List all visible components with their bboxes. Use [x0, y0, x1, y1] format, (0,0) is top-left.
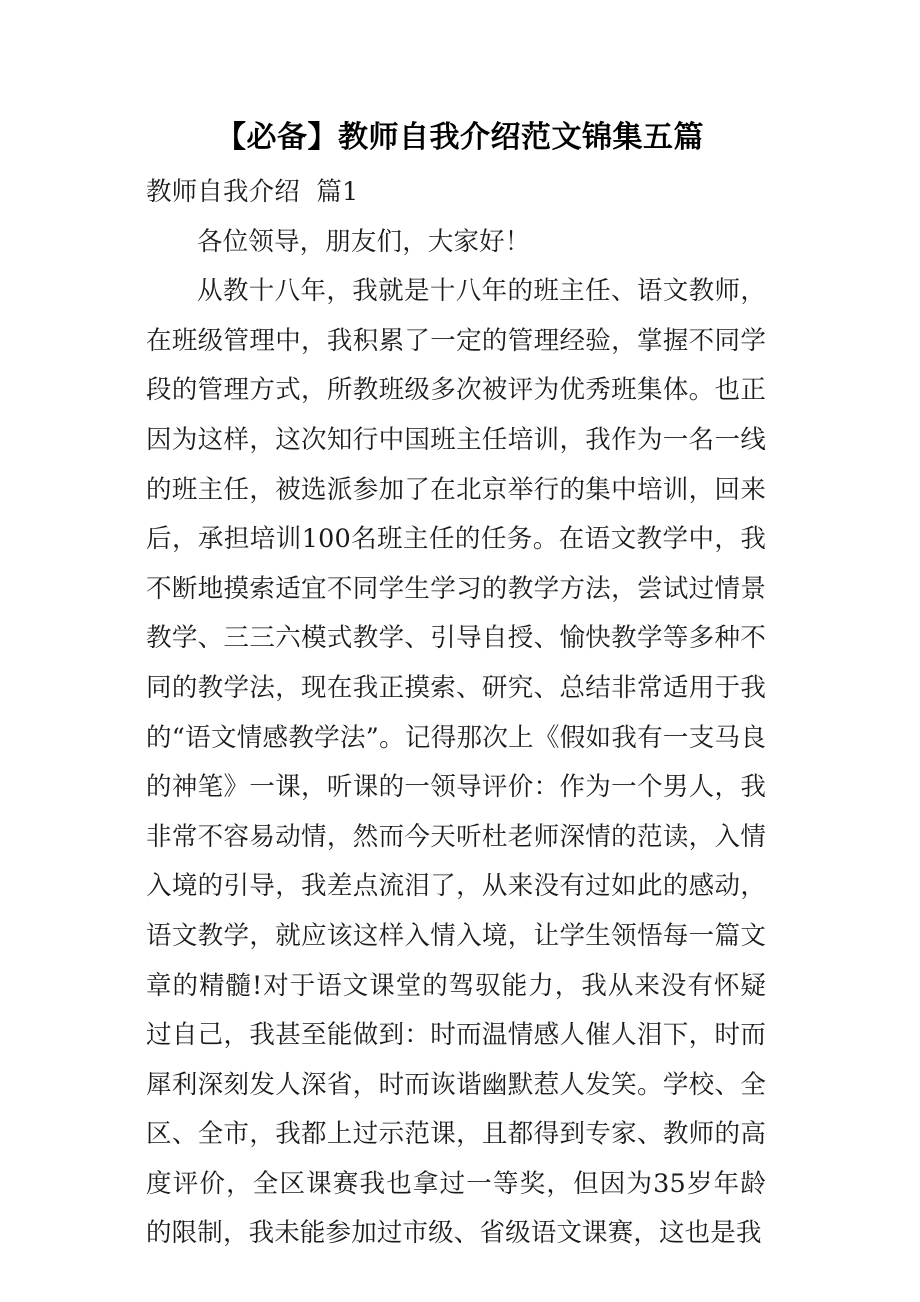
- page-title: 【必备】教师自我介绍范文锦集五篇: [216, 120, 704, 156]
- section-label: 教师自我介绍 篇1: [146, 177, 359, 207]
- document-body: [146, 168, 766, 1259]
- paragraph-greeting: 各位领导，朋友们，大家好！: [197, 226, 531, 257]
- paragraph-main: 从教十八年，我就是十八年的班主任、语文教师，在班级管理中，我积累了一定的管理经验，掌握不同学段的管理方式，所教班级多次被评为优秀班集体。也正因为这样，这次知行中国班主任培训，我作为一名一线的班主任，被选派参加了在北京举行的集中培训，回来后，承担培训100名班主任的任务。在语文教学中，我不断地摸索适宜不同学生学习的教学方法，尝试过情景教学、三三六模式教学、引导自授、愉快教学等多种不同的教学法，现在我正摸索、研究、总结非常适用于我的“语文情感教学法”。记得那次上《假如我有一支马良的神笔》一课，听课的一领导评价：作为一个男人，我非常不容易动情，然而今天听杜老师深情的范读，入情入境的引导，我差点流泪了，从来没有过如此的感动，语文教学，就应该这样入情入境，让学生领悟每一篇文章的精髓!对于语文课堂的驾驭能力，我从来没有怀疑过自己，我甚至能做到：时而温情感人催人泪下，时而犀利深刻发人深省，时而诙谐幽默惹人发笑。学校、全区、全市，我都上过示范课，且都得到专家、教师的高度评价，全区课赛我也拿过一等奖，但因为35岁年龄的限制，我未能参加过市级、省级语文课赛，这也是我: [146, 276, 766, 1249]
